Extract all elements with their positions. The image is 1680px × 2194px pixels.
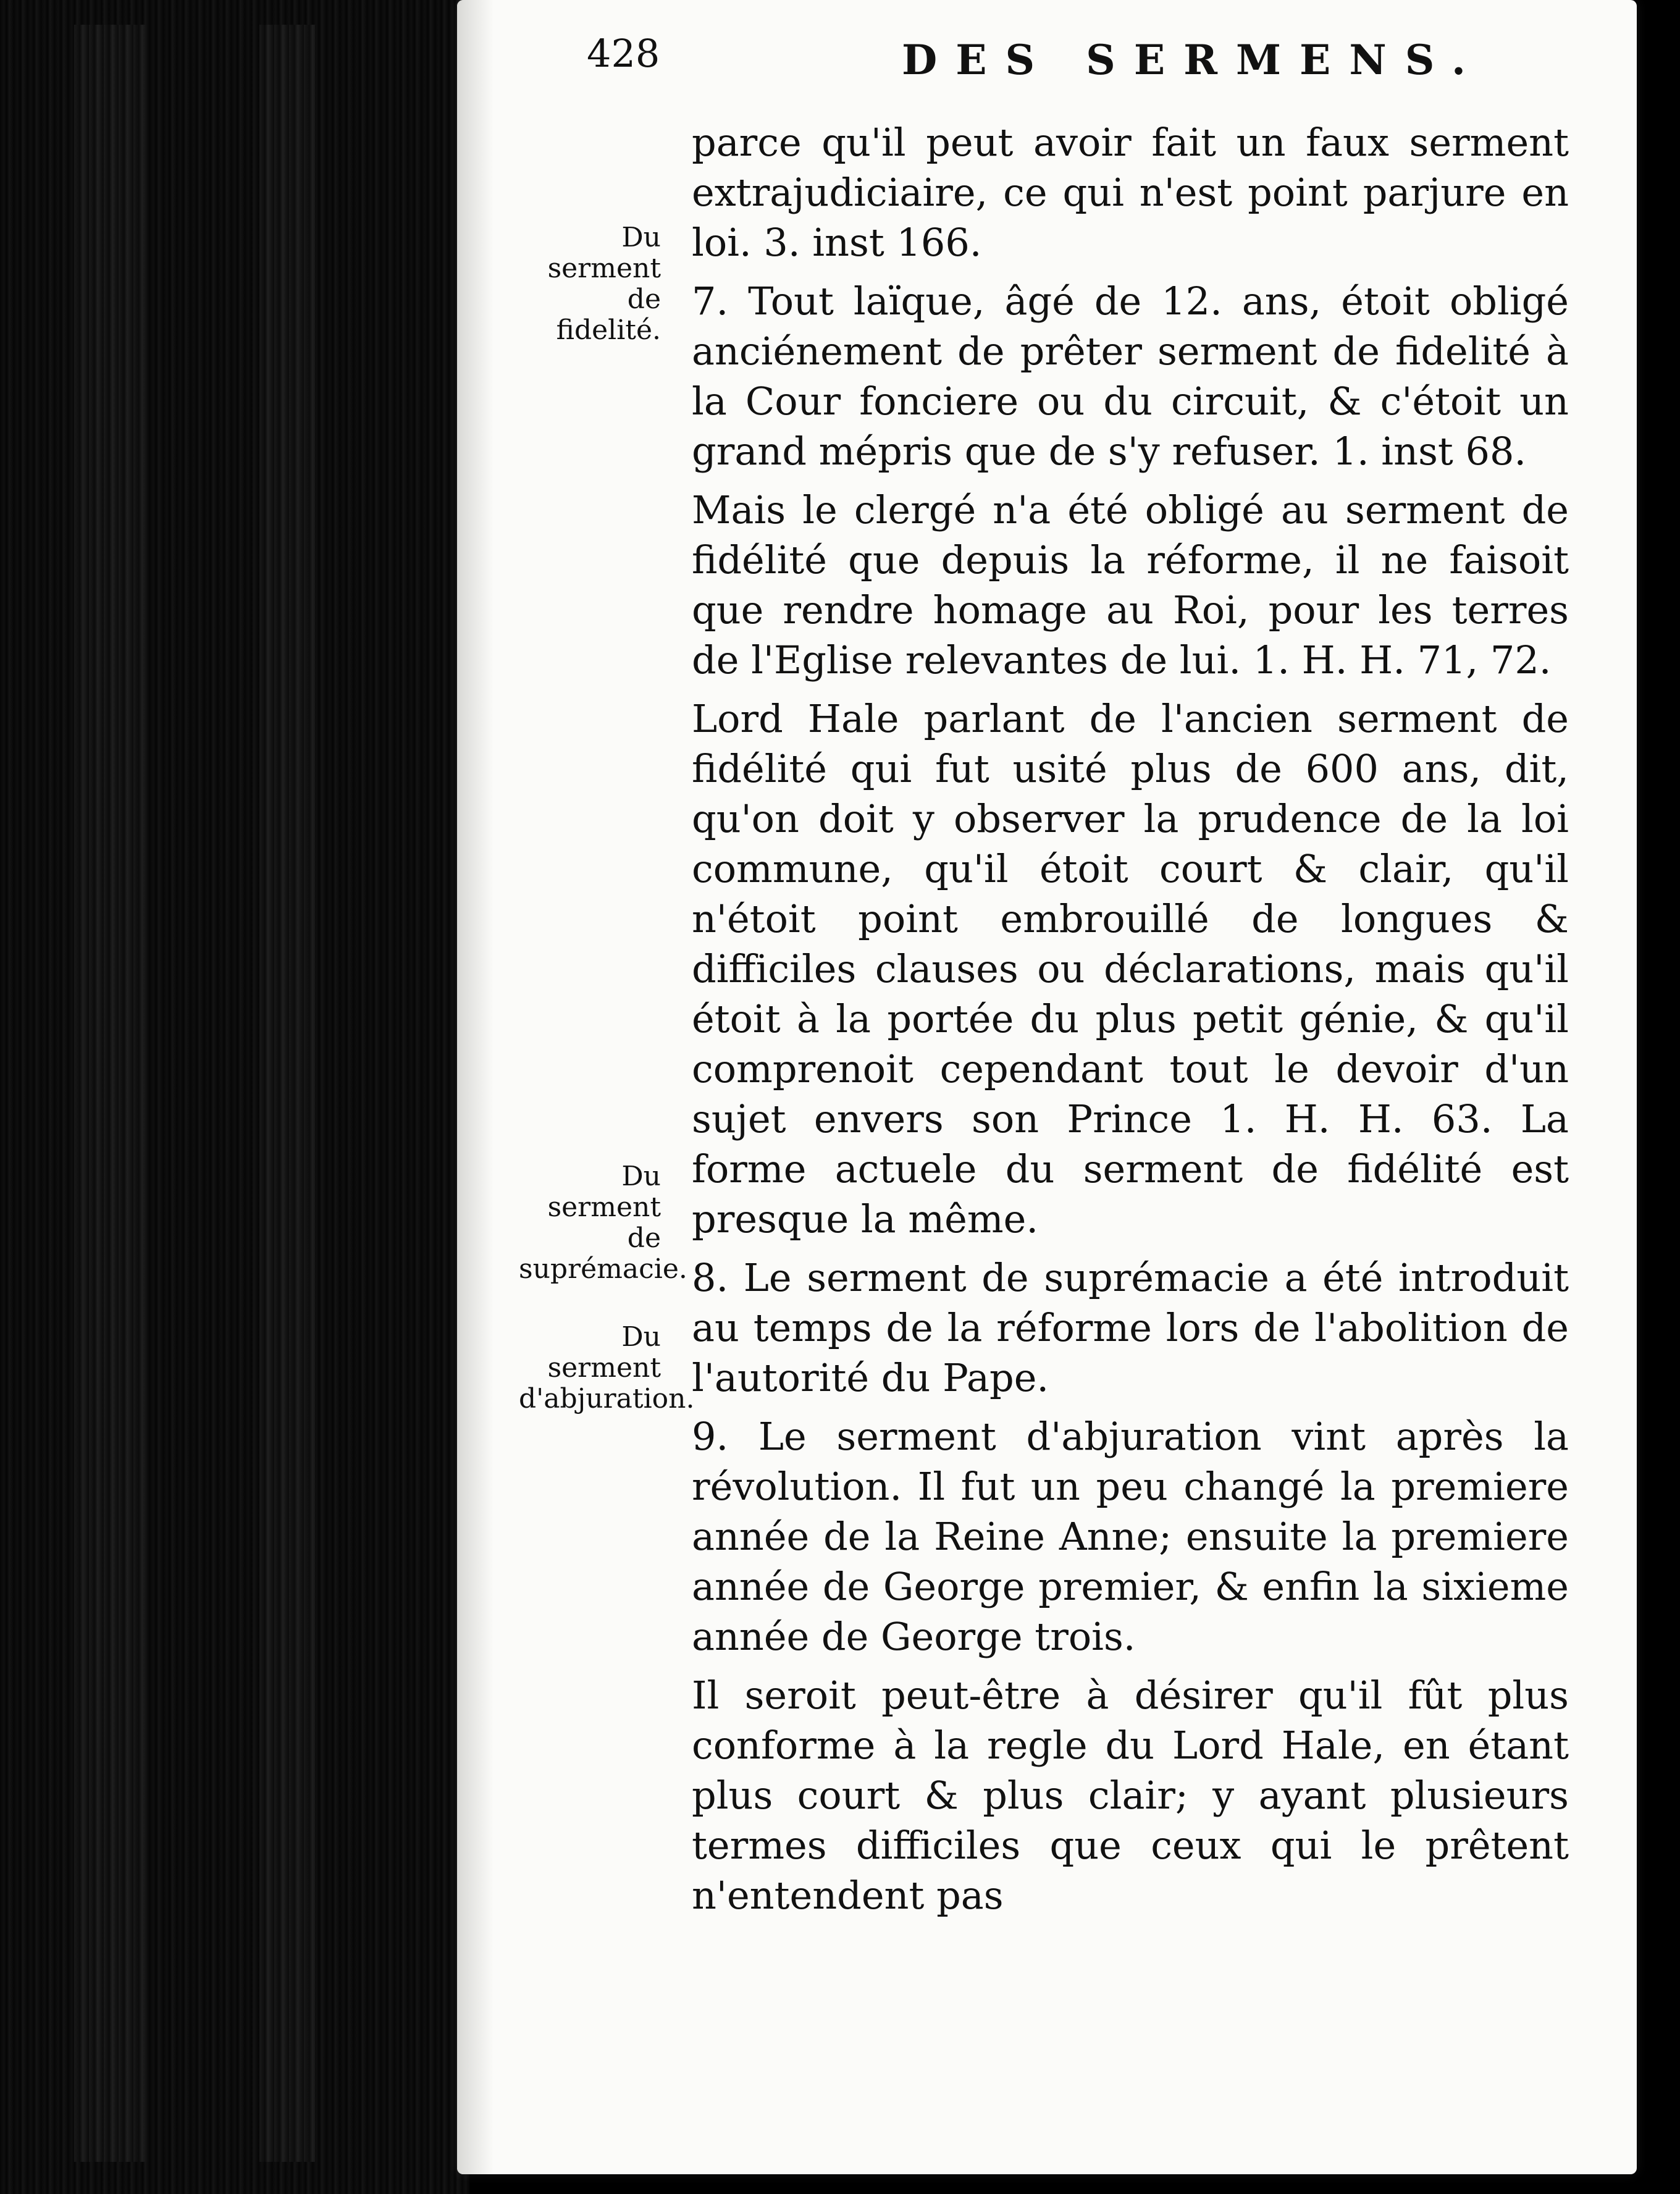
body-text xyxy=(692,117,1569,1920)
margin-note-fidelite: Du serment de fidelité. xyxy=(547,222,661,346)
page-edge-stripe xyxy=(259,25,315,2162)
paragraph: parce qu'il peut avoir fait un faux serment extrajudiciaire, ce qui n'est point parjure en loi. 3. inst 166. xyxy=(692,120,1569,265)
margin-note-supremacie: Du serment de suprémacie. xyxy=(519,1161,687,1285)
paragraph: 9. Le serment d'abjuration vint après la révolution. Il fut un peu changé la premiere année de la Reine Anne; ensuite la premiere année de George premier, & enfin la sixieme année de George trois. xyxy=(692,1414,1569,1659)
page-number: 428 xyxy=(587,31,660,76)
running-head: DES SERMENS. xyxy=(902,36,1484,84)
paragraph: 8. Le serment de suprémacie a été introduit au temps de la réforme lors de l'abolition de l'autorité du Pape. xyxy=(692,1255,1569,1400)
book-page xyxy=(457,0,1637,2174)
book-binding-edge xyxy=(0,0,469,2194)
paragraph: Lord Hale parlant de l'ancien serment de fidélité qui fut usité plus de 600 ans, dit, qu'on doit y observer la prudence de la loi commune, qu'il étoit court & clair, qu'il n'étoit point embrouillé de longues & difficiles clauses ou déclarations, mais qu'il étoit à la portée du plus petit génie, & qu'il comprenoit cependant tout le devoir d'un sujet envers son Prince 1. H. H. 63. La forme actuele du serment de fidélité est presque la même. xyxy=(692,696,1569,1242)
margin-note-abjuration: Du serment d'abjuration. xyxy=(519,1321,695,1414)
paragraph: Mais le clergé n'a été obligé au serment de fidélité que depuis la réforme, il ne faisoit que rendre homage au Roi, pour les terres de l'Eglise relevantes de lui. 1. H. H. 71, 72. xyxy=(692,487,1569,683)
gutter-shadow xyxy=(457,0,494,2174)
paragraph: Il seroit peut-être à désirer qu'il fût plus conforme à la regle du Lord Hale, en étant plus court & plus clair; y ayant plusieurs termes difficiles que ceux qui le prêtent n'entendent pas xyxy=(692,1673,1569,1918)
paragraph: 7. Tout laïque, âgé de 12. ans, étoit obligé anciénement de prêter serment de fidelité à la Cour fonciere ou du circuit, & c'étoit un grand mépris que de s'y refuser. 1. inst 68. xyxy=(692,279,1569,474)
page-edge-stripe xyxy=(74,25,148,2162)
